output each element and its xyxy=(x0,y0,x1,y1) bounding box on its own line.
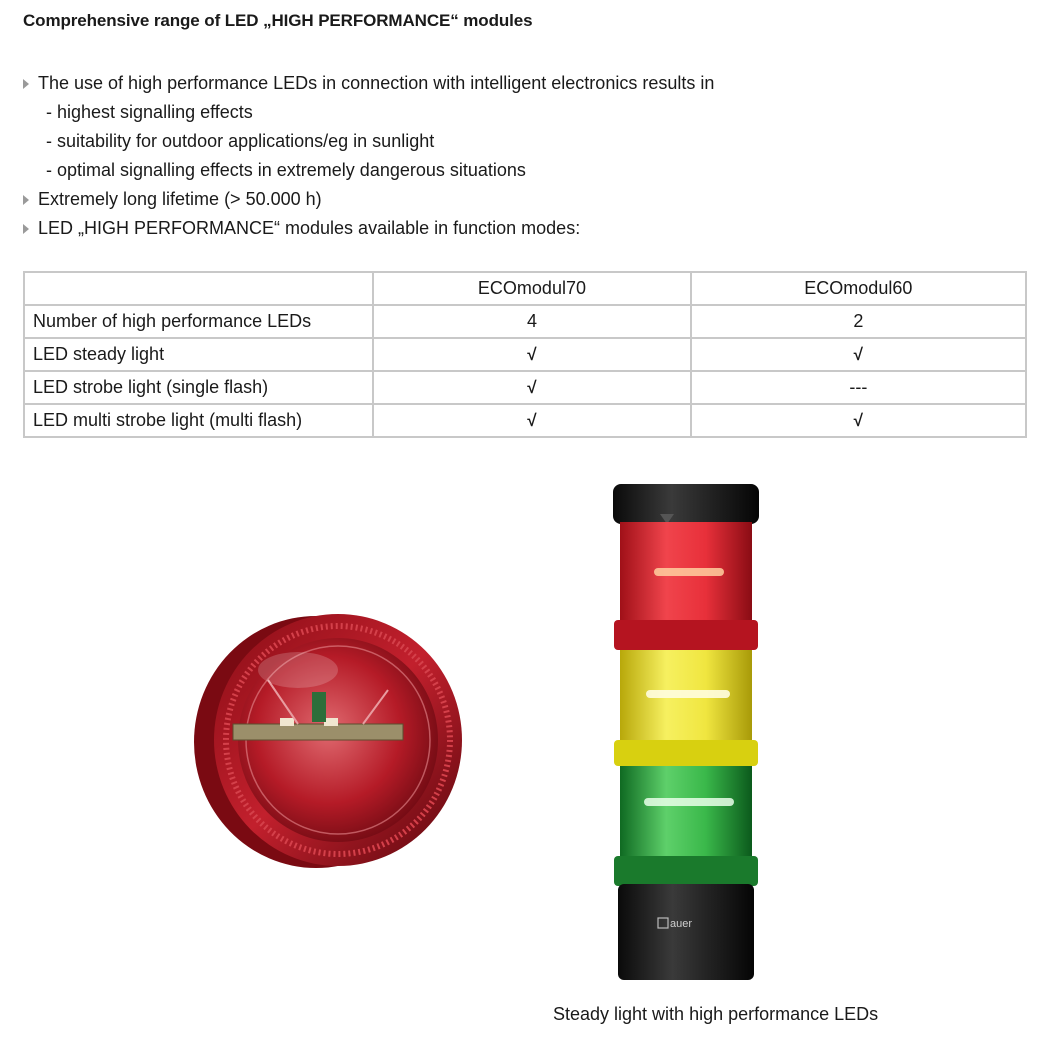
bullet-arrow-icon xyxy=(23,224,29,234)
led-module-image xyxy=(188,610,466,872)
table-row xyxy=(24,338,1026,371)
bullet-text: The use of high performance LEDs in connection with intelligent electronics results in xyxy=(38,73,715,93)
cell-value: --- xyxy=(691,371,1026,404)
check-mark: √ xyxy=(373,371,690,404)
row-label: LED steady light xyxy=(24,338,373,371)
tower-brand-label: auer xyxy=(670,918,693,930)
table-header-ecomodul70: ECOmodul70 xyxy=(373,272,690,305)
table-header-row xyxy=(24,272,1026,305)
sub-text: - optimal signalling effects in extremely dangerous situations xyxy=(46,160,526,180)
row-label: LED strobe light (single flash) xyxy=(24,371,373,404)
bullet-arrow-icon xyxy=(23,195,29,205)
function-mode-table xyxy=(23,271,1027,438)
sub-item xyxy=(22,156,714,185)
cell-value: 2 xyxy=(691,305,1026,338)
bullet-text: LED „HIGH PERFORMANCE“ modules available in function modes: xyxy=(38,218,581,238)
check-mark: √ xyxy=(373,404,690,437)
bullet-item xyxy=(22,185,714,214)
table-row xyxy=(24,404,1026,437)
bullet-item xyxy=(22,69,714,98)
cell-value: 4 xyxy=(373,305,690,338)
sub-item xyxy=(22,98,714,127)
table-row xyxy=(24,305,1026,338)
bullet-text: Extremely long lifetime (> 50.000 h) xyxy=(38,189,322,209)
check-mark: √ xyxy=(373,338,690,371)
sub-text: - highest signalling effects xyxy=(46,102,253,122)
feature-list xyxy=(22,69,714,243)
bullet-item xyxy=(22,214,714,243)
signal-tower-image xyxy=(600,478,772,986)
check-mark: √ xyxy=(691,338,1026,371)
table-header-ecomodul60: ECOmodul60 xyxy=(691,272,1026,305)
table-row xyxy=(24,371,1026,404)
row-label: LED multi strobe light (multi flash) xyxy=(24,404,373,437)
image-caption: Steady light with high performance LEDs xyxy=(553,1004,879,1024)
table-header-empty xyxy=(24,272,373,305)
page-heading: Comprehensive range of LED „HIGH PERFORMANCE“ modules xyxy=(23,11,533,30)
sub-item xyxy=(22,127,714,156)
row-label: Number of high performance LEDs xyxy=(24,305,373,338)
bullet-arrow-icon xyxy=(23,79,29,89)
sub-text: - suitability for outdoor applications/eg in sunlight xyxy=(46,131,435,151)
check-mark: √ xyxy=(691,404,1026,437)
